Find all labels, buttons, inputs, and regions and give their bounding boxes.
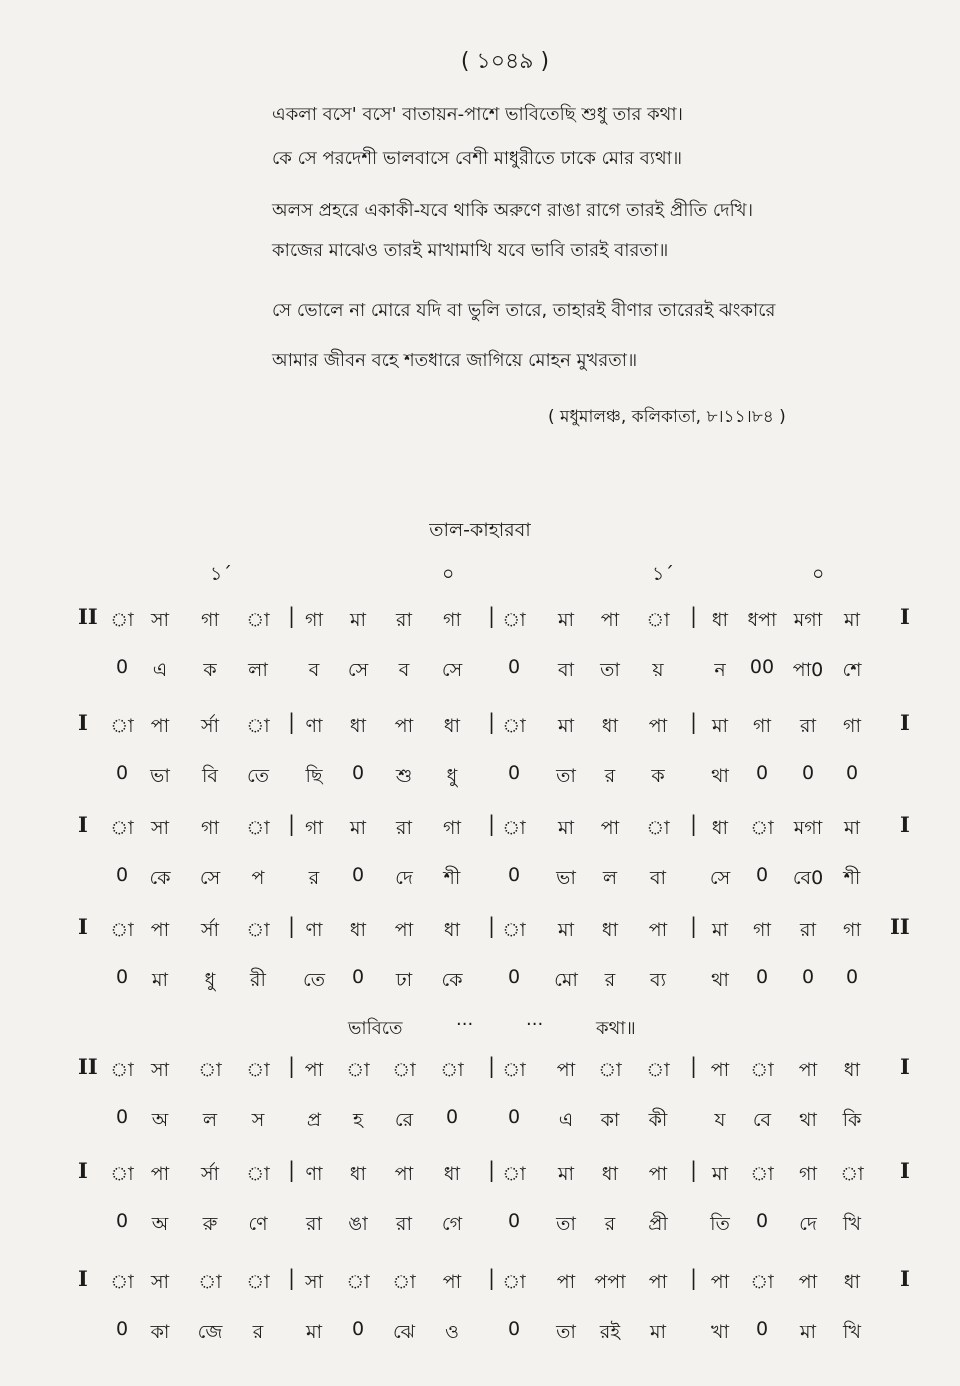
note: া [750,1059,774,1081]
beat-mark: ০ [812,563,825,585]
bar-line-open: I [78,710,88,735]
note: পা [394,1163,414,1185]
lyric-syllable: বে [752,1109,772,1131]
lyric-syllable: 0 [115,656,129,678]
lyric-syllable: এ [558,1109,574,1131]
lyric-syllable: ছি [305,765,323,787]
lyric-syllable: 0 [801,966,815,988]
note: া [246,715,270,737]
beat-divider: | [288,812,296,836]
note: ধা [349,919,367,941]
note: মা [557,609,575,631]
lyric-syllable: বি [201,765,218,787]
note: মা [557,919,575,941]
beat-divider: | [488,710,496,734]
note: পা [150,1163,170,1185]
note: মা [711,715,729,737]
note: ধা [349,1163,367,1185]
beat-divider: | [488,1054,496,1078]
lyric-syllable: হ [353,1109,363,1131]
lyric-syllable: কী [648,1109,668,1131]
note: পা [648,919,668,941]
note: রা [800,715,816,737]
notation-row [0,604,960,724]
note: গা [843,919,861,941]
lyric-syllable: তে [247,765,269,787]
lyric-syllable: কে [149,867,171,889]
note: গা [753,715,771,737]
lyric-syllable: ভা [150,765,170,787]
lyric-syllable: এ [152,659,168,681]
refrain-end: কথা॥ [596,1018,636,1039]
lyric-syllable: 0 [115,1106,129,1128]
note: মা [711,1163,729,1185]
note: মগা [793,817,823,839]
note: পা [648,1163,668,1185]
lyric-syllable: সে [347,659,369,681]
note: পা [798,1059,818,1081]
lyric-syllable: 0 [351,762,365,784]
beat-divider: | [690,812,698,836]
note: পা [394,715,414,737]
lyric-syllable: 0 [115,966,129,988]
note: া [502,1271,526,1293]
note: সা [150,1271,170,1293]
lyric-syllable: 0 [755,864,769,886]
bar-line-open: II [78,604,98,629]
note: া [246,609,270,631]
refrain-dots: ··· [456,1014,474,1035]
note: া [392,1271,416,1293]
note: া [198,1271,222,1293]
lyric-syllable: সে [709,867,731,889]
lyric-syllable: অ [151,1213,169,1235]
note: পা [150,715,170,737]
refrain-start: ভাবিতে [348,1018,403,1039]
note: র্সা [200,1163,220,1185]
note: া [246,919,270,941]
note: ণা [305,1163,323,1185]
lyric-syllable: 0 [507,864,521,886]
lyric-syllable: কা [150,1321,170,1343]
note: ধা [711,817,729,839]
lyric-syllable: প [251,867,265,889]
note: া [110,609,134,631]
note: া [110,1163,134,1185]
lyric-syllable: ঝে [392,1321,416,1343]
lyric-syllable: 0 [351,966,365,988]
lyric-syllable: প্রী [648,1213,668,1235]
lyric-syllable: জে [197,1321,223,1343]
refrain-dots: ··· [526,1014,544,1035]
beat-divider: | [690,1054,698,1078]
lyric-syllable: 0 [507,656,521,678]
lyric-syllable: 0 [755,762,769,784]
note: মা [557,1163,575,1185]
lyric-syllable: কি [842,1109,862,1131]
note: রা [396,609,412,631]
lyric-syllable: মা [649,1321,667,1343]
lyric-syllable: বে0 [792,867,824,889]
lyric-syllable: গে [441,1213,463,1235]
note: ধা [843,1059,861,1081]
note: া [346,1271,370,1293]
note: রা [800,919,816,941]
note: ধা [601,919,619,941]
note: া [646,1059,670,1081]
note: পা [648,715,668,737]
notation-row [0,1266,960,1386]
lyric-syllable: বা [649,867,667,889]
note: গা [843,715,861,737]
lyric-syllable: প্র [306,1109,322,1131]
lyric-syllable: য [714,1109,726,1131]
note: রা [396,817,412,839]
lyric-syllable: দে [799,1213,817,1235]
beat-divider: | [488,1266,496,1290]
bar-line-close: I [900,710,910,735]
lyric-syllable: ব্য [649,969,667,991]
lyric-syllable: থা [799,1109,817,1131]
note: মা [349,817,367,839]
note: গা [753,919,771,941]
note: মগা [793,609,823,631]
bar-line-close: I [900,812,910,837]
lyric-syllable: তা [556,765,576,787]
lyric-syllable: শী [443,867,461,889]
lyric-syllable: খি [843,1213,861,1235]
lyric-syllable: তা [600,659,620,681]
lyric-syllable: তি [710,1213,730,1235]
lyric-syllable: ও [445,1321,459,1343]
note: া [750,817,774,839]
lyric-syllable: ব [308,659,320,681]
lyric-syllable: তা [556,1321,576,1343]
beat-mark: ০ [442,563,455,585]
note: া [110,817,134,839]
lyric-syllable: শে [842,659,862,681]
note: পা [600,817,620,839]
bar-line-close: I [900,604,910,629]
lyric-syllable: সে [441,659,463,681]
lyric-syllable: র [252,1321,264,1343]
poem-line-6: আমার জীবন বহে শতধারে জাগিয়ে মোহন মুখরতা॥ [272,350,638,371]
lyric-syllable: দে [395,867,413,889]
note: ধা [601,1163,619,1185]
lyric-syllable: রা [306,1213,322,1235]
lyric-syllable: রে [394,1109,414,1131]
lyric-syllable: খি [843,1321,861,1343]
note: ধা [443,1163,461,1185]
note: া [502,715,526,737]
lyric-syllable: ঙা [348,1213,368,1235]
note: পপা [594,1271,626,1293]
note: া [750,1271,774,1293]
lyric-syllable: রই [599,1321,621,1343]
lyric-syllable: কে [441,969,463,991]
lyric-syllable: তা [556,1213,576,1235]
lyric-syllable: ধু [446,765,458,787]
beat-divider: | [690,604,698,628]
note: া [246,1059,270,1081]
lyric-syllable: 0 [755,966,769,988]
note: া [502,919,526,941]
notation-row [0,914,960,1034]
lyric-syllable: মা [305,1321,323,1343]
note: ধা [443,715,461,737]
lyric-syllable: স [251,1109,265,1131]
bar-line-close: I [900,1158,910,1183]
bar-line-close: I [900,1054,910,1079]
note: ধা [711,609,729,631]
note: া [246,817,270,839]
note: সা [150,817,170,839]
lyric-syllable: শু [395,765,413,787]
taal-heading: তাল-কাহারবা [429,519,531,541]
beat-divider: | [690,1158,698,1182]
bar-line-open: I [78,914,88,939]
lyric-syllable: 0 [755,1210,769,1232]
lyric-syllable: 0 [115,1318,129,1340]
note: পা [798,1271,818,1293]
lyric-syllable: বা [557,659,575,681]
poem-line-5: সে ভোলে না মোরে যদি বা ভুলি তারে, তাহারই বীণার তারেরই ঝংকারে [272,300,776,321]
lyric-syllable: ল [602,867,618,889]
beat-divider: | [488,812,496,836]
note: া [646,609,670,631]
note: গা [201,817,219,839]
note: পা [150,919,170,941]
lyric-syllable: মা [151,969,169,991]
note: া [502,1059,526,1081]
note: ধা [349,715,367,737]
beat-divider: | [288,604,296,628]
note: পা [394,919,414,941]
note: ধা [843,1271,861,1293]
lyric-syllable: 0 [755,1318,769,1340]
lyric-syllable: 0 [507,1318,521,1340]
note: পা [556,1059,576,1081]
note: গা [201,609,219,631]
note: া [598,1059,622,1081]
note: ণা [305,919,323,941]
notation-row [0,1054,960,1174]
lyric-syllable: ব [398,659,410,681]
lyric-syllable: 0 [115,762,129,784]
beat-mark: ১´ [652,563,674,585]
lyric-syllable: সে [199,867,221,889]
bar-line-open: II [78,1054,98,1079]
beat-divider: | [690,914,698,938]
lyric-syllable: 0 [445,1106,459,1128]
lyric-syllable: মো [554,969,578,991]
bar-line-close: I [900,1266,910,1291]
note: মা [843,817,861,839]
note: মা [557,817,575,839]
note: পা [710,1059,730,1081]
note: পা [304,1059,324,1081]
note: া [246,1163,270,1185]
lyric-syllable: ভা [556,867,576,889]
lyric-syllable: থা [711,969,729,991]
note: া [502,609,526,631]
bar-line-open: I [78,1266,88,1291]
note: সা [150,609,170,631]
note: া [750,1163,774,1185]
lyric-syllable: অ [151,1109,169,1131]
poem-line-1: একলা বসে' বসে' বাতায়ন-পাশে ভাবিতেছি শুধু তার কথা। [272,104,683,125]
lyric-syllable: 0 [351,864,365,886]
note: মা [557,715,575,737]
note: পা [648,1271,668,1293]
lyric-syllable: ল [202,1109,218,1131]
note: ণা [305,715,323,737]
beat-divider: | [690,1266,698,1290]
lyric-syllable: তে [303,969,325,991]
lyric-syllable: রী [250,969,266,991]
beat-divider: | [288,1266,296,1290]
note: া [392,1059,416,1081]
note: সা [150,1059,170,1081]
beat-divider: | [288,1158,296,1182]
lyric-syllable: 0 [845,762,859,784]
lyric-syllable: শী [843,867,861,889]
poem-line-3: অলস প্রহরে একাকী-যবে থাকি অরুণে রাঙা রাগে তারই প্রীতি দেখি। [272,200,754,221]
poem-line-4: কাজের মাঝেও তারই মাখামাখি যবে ভাবি তারই বারতা॥ [272,240,669,261]
note: মা [711,919,729,941]
note: া [502,817,526,839]
note: া [346,1059,370,1081]
beat-divider: | [488,914,496,938]
lyric-syllable: খা [711,1321,729,1343]
beat-divider: | [288,914,296,938]
note: া [502,1163,526,1185]
note: ধা [443,919,461,941]
note: পা [442,1271,462,1293]
note: ধা [601,715,619,737]
note: া [110,715,134,737]
lyric-syllable: পা0 [792,659,824,681]
note: া [840,1163,864,1185]
lyric-syllable: 0 [507,1106,521,1128]
note: া [646,817,670,839]
lyric-syllable: লা [248,659,268,681]
note: গা [305,609,323,631]
note: া [110,1271,134,1293]
beat-divider: | [488,1158,496,1182]
lyric-syllable: র [308,867,320,889]
beat-divider: | [288,710,296,734]
beat-divider: | [288,1054,296,1078]
beat-divider: | [690,710,698,734]
lyric-syllable: র [604,1213,616,1235]
lyric-syllable: 0 [115,864,129,886]
poem-line-2: কে সে পরদেশী ভালবাসে বেশী মাধুরীতে ঢাকে মোর ব্যথা॥ [272,148,683,169]
beat-divider: | [488,604,496,628]
lyric-syllable: ঢা [395,969,413,991]
note: র্সা [200,715,220,737]
note: া [440,1059,464,1081]
lyric-syllable: থা [711,765,729,787]
note: া [198,1059,222,1081]
note: া [110,1059,134,1081]
bar-line-close: II [890,914,910,939]
lyric-syllable: 0 [801,762,815,784]
note: মা [843,609,861,631]
lyric-syllable: 0 [845,966,859,988]
lyric-syllable: রা [396,1213,412,1235]
note: গা [305,817,323,839]
note: পা [600,609,620,631]
lyric-syllable: 0 [351,1318,365,1340]
note: ধপা [747,609,777,631]
lyric-syllable: 00 [749,656,775,678]
page-number: ( ১০৪৯ ) [460,49,550,74]
note: র্সা [200,919,220,941]
note: গা [443,609,461,631]
lyric-syllable: ধু [204,969,216,991]
lyric-syllable: 0 [507,762,521,784]
lyric-syllable: ন [714,659,726,681]
lyric-syllable: 0 [507,966,521,988]
lyric-syllable: ক [203,659,217,681]
lyric-syllable: 0 [507,1210,521,1232]
note: া [110,919,134,941]
lyric-syllable: মা [799,1321,817,1343]
note: পা [556,1271,576,1293]
lyric-syllable: ক [651,765,665,787]
beat-mark: ১´ [210,563,232,585]
note: গা [443,817,461,839]
lyric-syllable: র [604,969,616,991]
notation-row [0,1158,960,1278]
note: পা [710,1271,730,1293]
lyric-syllable: কা [600,1109,620,1131]
note: গা [799,1163,817,1185]
lyric-syllable: য় [652,659,664,681]
lyric-syllable: ণে [248,1213,268,1235]
note: া [246,1271,270,1293]
source-citation: ( মধুমালঞ্চ, কলিকাতা, ৮।১১।৮৪ ) [548,407,786,427]
bar-line-open: I [78,812,88,837]
lyric-syllable: 0 [115,1210,129,1232]
note: সা [304,1271,324,1293]
lyric-syllable: রু [202,1213,218,1235]
lyric-syllable: র [604,765,616,787]
bar-line-open: I [78,1158,88,1183]
note: মা [349,609,367,631]
